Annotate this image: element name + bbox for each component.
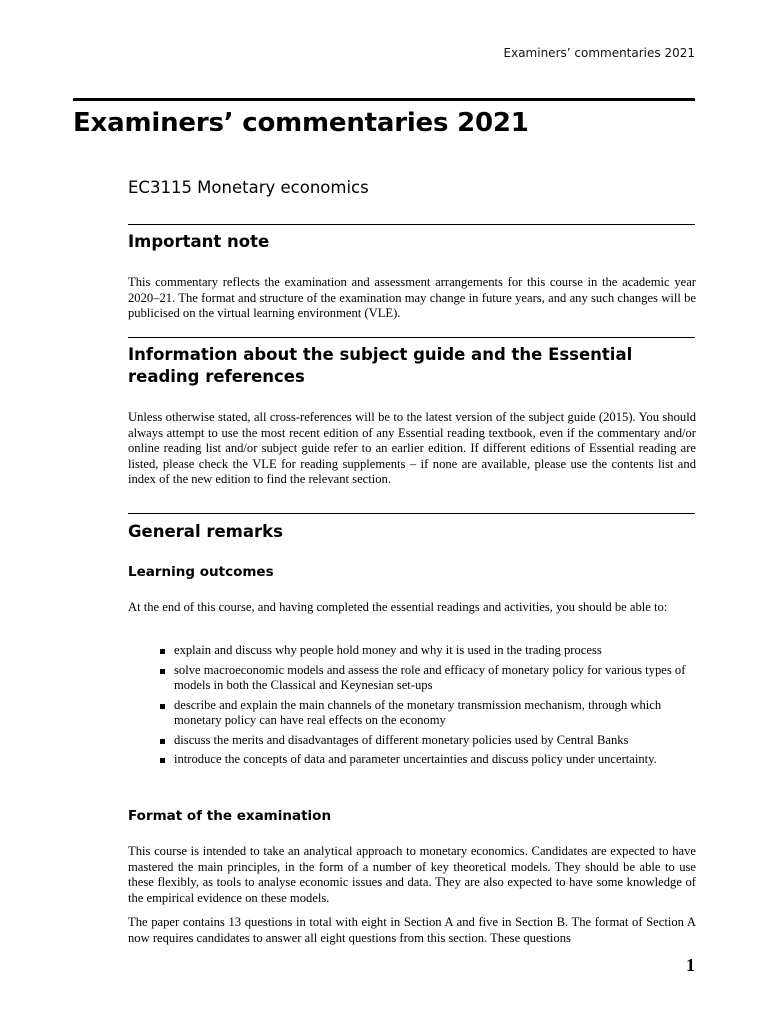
title-rule [73, 98, 695, 101]
bullet-icon [160, 739, 165, 744]
section-divider [128, 224, 695, 225]
format-heading: Format of the examination [128, 808, 332, 824]
learning-outcomes-intro: At the end of this course, and having completed the essential readings and activities, you should be able to: [128, 600, 668, 614]
list-item: introduce the concepts of data and parameter uncertainties and discuss policy under uncertainty. [160, 752, 700, 768]
list-item: describe and explain the main channels of the monetary transmission mechanism, through which monetary policy can have real effects on the economy [160, 698, 700, 729]
running-head: Examiners’ commentaries 2021 [503, 46, 695, 60]
section-divider [128, 337, 695, 338]
subject-guide-text: Unless otherwise stated, all cross-references will be to the latest version of the subject guide (2015). You should always attempt to use the most recent edition of any Essential reading textbook, even if the commentary and/or online reading list and/or subject guide refer to an earlier edition. If different editions of Essential reading are listed, please check the VLE for reading supplements – if none are available, please use the contents list and index of the new edition to find the relevant section. [128, 410, 696, 486]
general-remarks-heading: General remarks [128, 522, 283, 541]
bullet-icon [160, 669, 165, 674]
important-note-text: This commentary reflects the examination and assessment arrangements for this course in the academic year 2020–21. The format and structure of the examination may change in future years, and any such changes will be publicised on the virtual learning environment (VLE). [128, 275, 696, 320]
course-title: EC3115 Monetary economics [128, 178, 369, 197]
page-number: 1 [686, 955, 695, 975]
learning-outcomes-list [160, 643, 700, 772]
page-title: Examiners’ commentaries 2021 [73, 108, 529, 138]
list-item: solve macroeconomic models and assess the role and efficacy of monetary policy for various types of models in both the Classical and Keynesian set-ups [160, 663, 700, 694]
bullet-icon [160, 758, 165, 763]
format-paragraph-1: This course is intended to take an analytical approach to monetary economics. Candidates are expected to have mastered the main principles, in the form of a number of key theoretical models. They should be able to use these flexibly, as tools to analyse economic issues and data. They are also expected to have some knowledge of the empirical evidence on these models. [128, 844, 696, 905]
learning-outcomes-heading: Learning outcomes [128, 564, 274, 580]
bullet-icon [160, 704, 165, 709]
format-paragraph-2: The paper contains 13 questions in total with eight in Section A and five in Section B. The format of Section A now requires candidates to answer all eight questions from this section. These questions [128, 915, 696, 945]
bullet-icon [160, 649, 165, 654]
list-item: discuss the merits and disadvantages of different monetary policies used by Central Banks [160, 733, 700, 749]
subject-guide-heading: Information about the subject guide and the Essential reading references [128, 345, 633, 386]
section-divider [128, 513, 695, 514]
important-note-heading: Important note [128, 232, 270, 251]
list-item: explain and discuss why people hold money and why it is used in the trading process [160, 643, 700, 659]
